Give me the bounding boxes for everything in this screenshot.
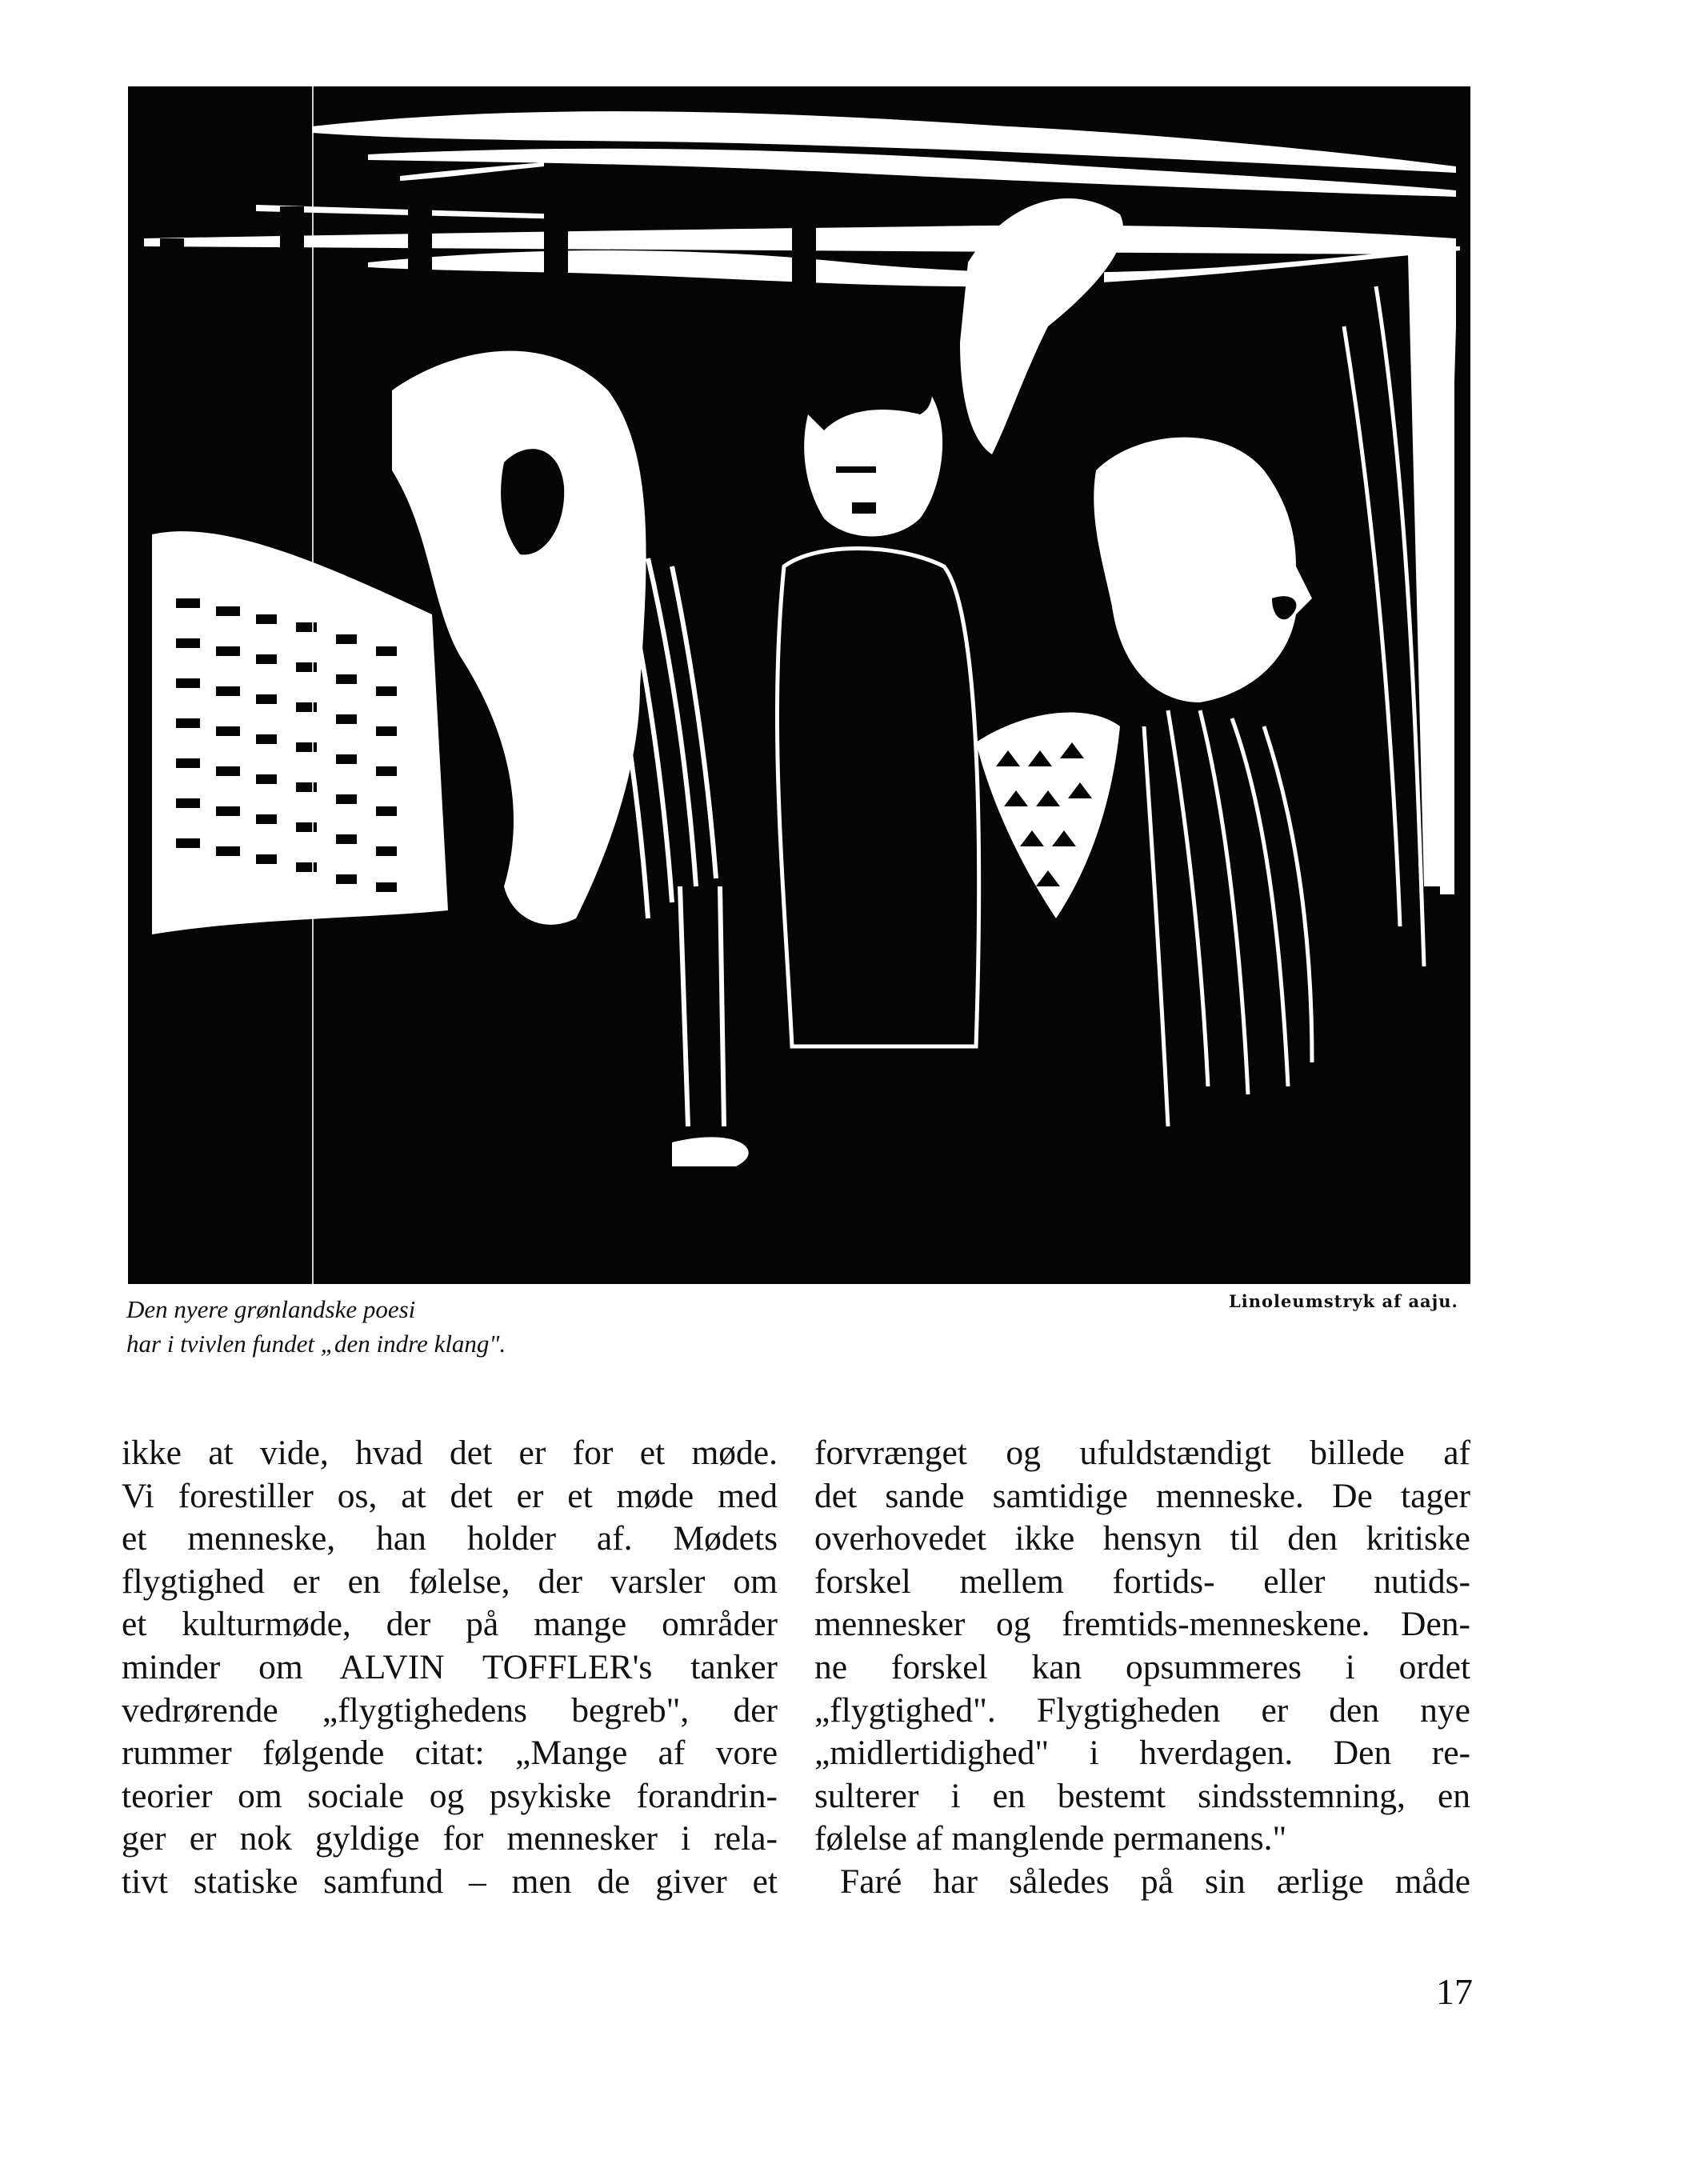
text-line: ger er nok gyldige for mennesker i rela- [122, 1819, 778, 1858]
text-line: mennesker og fremtids-menneskene. Den- [814, 1605, 1470, 1644]
text-line: ikke at vide, hvad det er for et møde. [122, 1434, 778, 1472]
text-line: tivt statiske samfund – men de giver et [122, 1862, 778, 1901]
print-fold-line [312, 86, 314, 1284]
text-line: „midlertidighed" i hverdagen. Den re- [814, 1734, 1470, 1773]
text-line: følelse af manglende permanens." [814, 1819, 1287, 1858]
caption-line: Den nyere grønlandske poesi [126, 1295, 416, 1323]
text-line: et kulturmøde, der på mange områder [122, 1605, 778, 1644]
text-line: ne forskel kan opsummeres i ordet [814, 1647, 1470, 1686]
text-line: rummer følgende citat: „Mange af vore [122, 1734, 778, 1773]
text-line: forvrænget og ufuldstændigt billede af [814, 1434, 1470, 1472]
window-frame-right [1440, 238, 1454, 894]
figure-credit: Linoleumstryk af aaju. [1229, 1291, 1458, 1311]
shoe [672, 1137, 749, 1166]
text-line: minder om ALVIN TOFFLER's tanker [122, 1647, 778, 1686]
body-text-right-column [814, 1432, 1470, 1904]
text-line: teorier om sociale og psykiske forandrin- [122, 1776, 778, 1815]
text-line: vedrørende „flygtighedens begreb", der [122, 1690, 778, 1730]
man-eyes [836, 466, 876, 473]
text-line: det sande samtidige menneske. De tager [814, 1476, 1470, 1515]
text-line: flygtighed er en følelse, der varsler om [122, 1562, 778, 1601]
linocut-artwork-graphic [128, 86, 1470, 1284]
caption-line: har i tvivlen fundet „den indre klang". [126, 1330, 506, 1358]
text-line: Vi forestiller os, at det er et møde med [122, 1476, 778, 1515]
text-line: forskel mellem fortids- eller nutids- [814, 1562, 1470, 1601]
text-line: Faré har således på sin ærlige måde [840, 1862, 1470, 1901]
linocut-illustration [128, 86, 1470, 1284]
figure-caption [126, 1292, 506, 1361]
man-mouth [852, 502, 876, 514]
text-line: overhovedet ikke hensyn til den kritiske [814, 1519, 1470, 1558]
page-number: 17 [1436, 1971, 1473, 2012]
text-line: „flygtighed". Flygtigheden er den nye [814, 1690, 1470, 1730]
text-line: et menneske, han holder af. Mødets [122, 1519, 778, 1558]
body-text-left-column [122, 1432, 778, 1904]
text-line: sulterer i en bestemt sindsstemning, en [814, 1776, 1470, 1815]
